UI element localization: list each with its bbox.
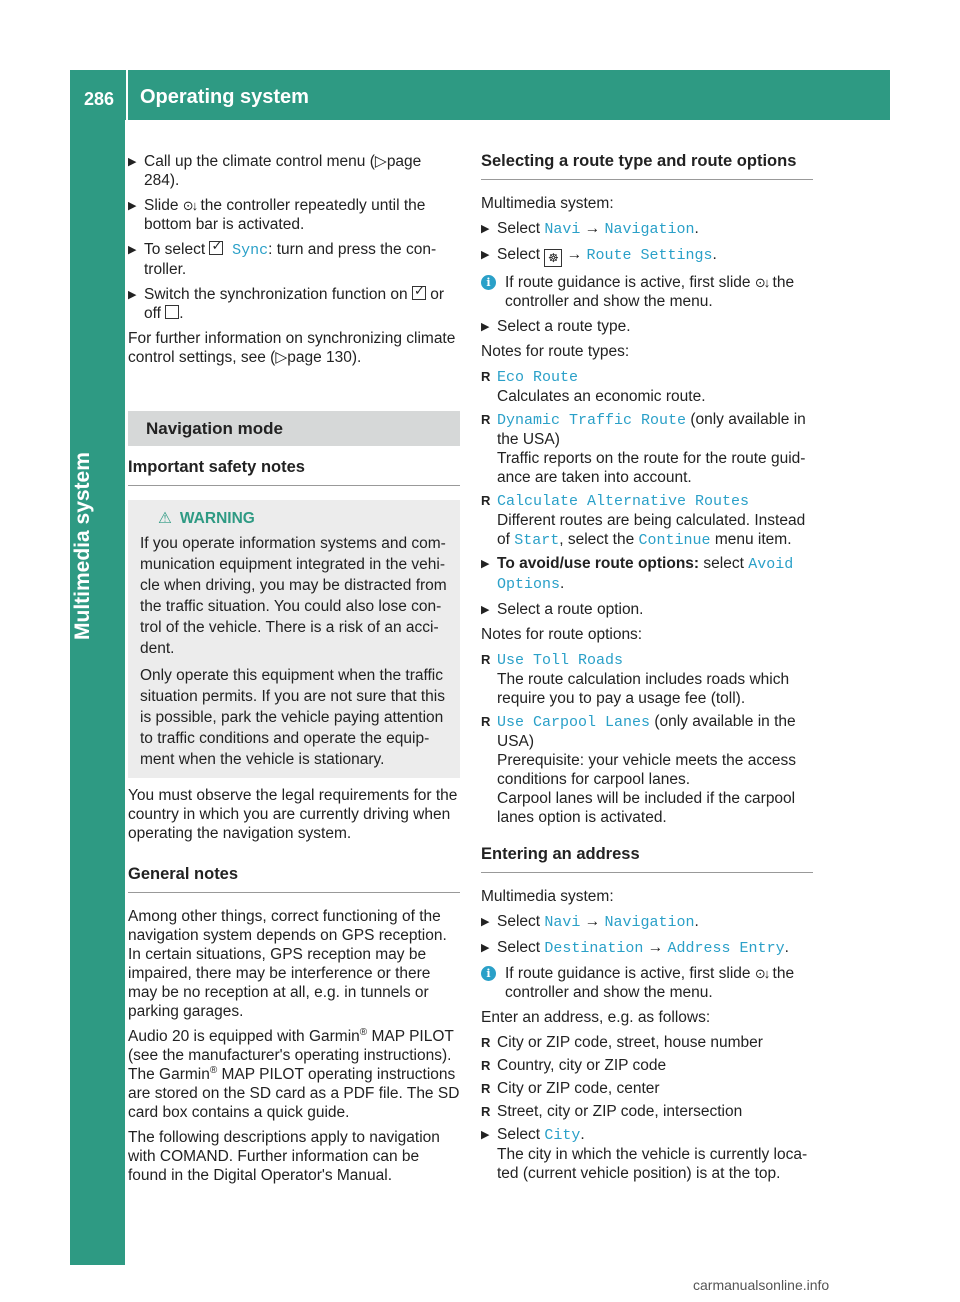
note-text: If route guidance is active, first slide bbox=[505, 965, 755, 982]
info-icon: i bbox=[481, 966, 496, 981]
side-tab bbox=[70, 705, 125, 1265]
page-number: 286 bbox=[84, 89, 115, 109]
bullet-item bbox=[481, 1079, 813, 1098]
item-bold: To avoid/use route options: bbox=[497, 555, 700, 572]
item-text: Call up the climate control menu ( bbox=[144, 153, 375, 170]
list-item bbox=[481, 1125, 813, 1183]
item-text: Select bbox=[497, 939, 545, 956]
menu-address-entry: Address Entry bbox=[667, 940, 785, 957]
list-item bbox=[481, 912, 813, 932]
option-carpool-lanes: Use Carpool Lanes bbox=[497, 714, 651, 731]
arrow-icon: → bbox=[566, 246, 583, 263]
note-text: the controller and show the menu. bbox=[505, 274, 795, 310]
general-text: Audio 20 is equipped with Garmin bbox=[128, 1028, 360, 1045]
route-title: Selecting a route type and route options bbox=[481, 152, 813, 180]
info-icon: i bbox=[481, 275, 496, 290]
list-item bbox=[481, 600, 813, 619]
bullet-icon: R bbox=[481, 1058, 491, 1073]
menu-route-settings: Route Settings bbox=[586, 247, 713, 264]
item-text: . bbox=[784, 939, 789, 956]
arrow-right-icon: ▶ bbox=[481, 1129, 490, 1141]
warning-box bbox=[128, 500, 460, 778]
arrow-right-icon: ▶ bbox=[481, 942, 490, 954]
bullet-icon: R bbox=[481, 369, 491, 384]
menu-navigation: Navigation bbox=[604, 221, 695, 238]
controller-slide-icon: ⊙↓ bbox=[182, 198, 197, 213]
general-text: MAP PILOT operating instructions are stored on the SD card as a PDF file. The SD card box contains a quick guide. bbox=[128, 1066, 460, 1121]
arrow-icon: → bbox=[647, 939, 664, 956]
arrow-right-icon: ▶ bbox=[481, 223, 490, 235]
warning-paragraph: Only operate this equipment when the traffic situation permits. If you are not sure that this is possible, park the vehicle paying attention to traffic conditions and operate the equip-ment when the vehicle is stationary. bbox=[140, 667, 445, 768]
list-item bbox=[128, 196, 460, 234]
warning-heading bbox=[158, 508, 452, 529]
menu-continue: Continue bbox=[638, 532, 711, 549]
bullet-item bbox=[481, 712, 813, 827]
list-item bbox=[481, 938, 813, 958]
arrow-right-icon: ▶ bbox=[128, 244, 137, 256]
bullet-desc: Prerequisite: your vehicle meets the access conditions for carpool lanes. bbox=[497, 752, 796, 788]
checkbox-checked-icon: ✓ bbox=[211, 238, 223, 253]
item-text: or off bbox=[144, 286, 445, 322]
arrow-right-icon: ▶ bbox=[481, 604, 490, 616]
bullet-icon: R bbox=[481, 1104, 491, 1119]
menu-sync: Sync bbox=[232, 242, 269, 259]
item-text: . bbox=[694, 913, 699, 930]
item-text: Select bbox=[497, 220, 545, 237]
bullet-icon: R bbox=[481, 1035, 491, 1050]
item-text: The city in which the vehicle is currently loca-ted (current vehicle position) is at the top. bbox=[497, 1146, 808, 1182]
option-calc-alternative: Calculate Alternative Routes bbox=[497, 493, 750, 510]
further-text: For further information on synchronizing climate control settings, see ( bbox=[128, 330, 456, 366]
bullet-icon: R bbox=[481, 714, 491, 729]
list-item bbox=[128, 240, 460, 279]
bullet-desc: Country, city or ZIP code bbox=[497, 1057, 667, 1074]
option-toll-roads: Use Toll Roads bbox=[497, 652, 624, 669]
info-note bbox=[481, 273, 813, 311]
item-text: the controller repeatedly until the bottom bar is activated. bbox=[144, 197, 426, 233]
page-ref-icon: ▷ bbox=[374, 153, 387, 170]
general-paragraph: Among other things, correct functioning of the navigation system depends on GPS reception. In certain situations, GPS reception may be impaired, there may be interference or there may be no reception at all, e.g. in tunnels or parking garages. bbox=[128, 908, 447, 1020]
menu-navi: Navi bbox=[544, 221, 581, 238]
enter-address-label: Enter an address, e.g. as follows: bbox=[481, 1009, 711, 1026]
list-item bbox=[481, 219, 813, 239]
menu-start: Start bbox=[514, 532, 560, 549]
bullet-desc: menu item. bbox=[710, 531, 792, 548]
safety-title: Important safety notes bbox=[128, 458, 460, 486]
arrow-right-icon: ▶ bbox=[128, 289, 137, 301]
item-text: Switch the synchronization function on bbox=[144, 286, 412, 303]
right-column bbox=[481, 152, 813, 1189]
bullet-item bbox=[481, 491, 813, 550]
bullet-desc: City or ZIP code, street, house number bbox=[497, 1034, 763, 1051]
bullet-icon: R bbox=[481, 493, 491, 508]
bullet-desc: Calculates an economic route. bbox=[497, 388, 706, 405]
note-text: If route guidance is active, first slide bbox=[505, 274, 755, 291]
settings-gear-icon: ☸ bbox=[544, 249, 562, 267]
arrow-right-icon: ▶ bbox=[128, 156, 137, 168]
bullet-item bbox=[481, 1033, 813, 1052]
header-divider bbox=[126, 70, 128, 120]
list-item bbox=[481, 245, 813, 267]
menu-navigation: Navigation bbox=[604, 914, 695, 931]
further-info bbox=[128, 329, 460, 367]
list-item bbox=[481, 554, 813, 594]
left-column bbox=[128, 152, 460, 1191]
item-text: Select bbox=[497, 246, 545, 263]
item-text: To select bbox=[144, 241, 210, 258]
general-paragraph bbox=[128, 1027, 460, 1122]
item-text: Select a route option. bbox=[497, 601, 644, 618]
bullet-item bbox=[481, 1102, 813, 1121]
general-text: MAP PILOT (see the manufacturer's operating instructions). The Garmin bbox=[128, 1028, 454, 1083]
bullet-icon: R bbox=[481, 652, 491, 667]
bullet-item bbox=[481, 367, 813, 406]
registered-mark: ® bbox=[359, 1026, 368, 1038]
legal-text: You must observe the legal requirements for the country in which you are currently driving when operating the navigation system. bbox=[128, 787, 458, 842]
bullet-icon: R bbox=[481, 412, 491, 427]
item-text: Select bbox=[497, 1126, 545, 1143]
arrow-right-icon: ▶ bbox=[481, 321, 490, 333]
checkbox-empty-icon bbox=[165, 305, 179, 319]
item-text: Slide bbox=[144, 197, 183, 214]
item-text: Select bbox=[497, 913, 545, 930]
warning-triangle-icon: ⚠ bbox=[158, 510, 172, 527]
checkbox-checked-icon: ✓ bbox=[413, 283, 425, 298]
warning-label: WARNING bbox=[179, 510, 255, 527]
item-text: . bbox=[580, 1126, 585, 1143]
menu-city: City bbox=[544, 1127, 581, 1144]
arrow-icon: → bbox=[584, 220, 601, 237]
bullet-desc: (only available in the USA) bbox=[497, 411, 806, 448]
bullet-desc: City or ZIP code, center bbox=[497, 1080, 660, 1097]
item-text: : turn and press the con-troller. bbox=[144, 241, 437, 278]
arrow-right-icon: ▶ bbox=[481, 916, 490, 928]
item-text: select bbox=[699, 555, 749, 572]
info-note bbox=[481, 964, 813, 1002]
section-title: Navigation mode bbox=[128, 411, 460, 446]
warning-paragraph: If you operate information systems and com-munication equipment integrated in the vehi-cle when driving, you may be distracted from the traffic situation. You could also lose con-trol of the vehicle. There is a risk of an acci-dent. bbox=[140, 535, 447, 657]
list-item bbox=[128, 285, 460, 323]
item-text: . bbox=[694, 220, 699, 237]
option-eco-route: Eco Route bbox=[497, 369, 579, 386]
list-item bbox=[128, 152, 460, 190]
bullet-desc: (only available in the USA) bbox=[497, 713, 796, 750]
watermark: carmanualsonline.info bbox=[693, 1277, 830, 1293]
item-text: . bbox=[179, 305, 184, 322]
general-title: General notes bbox=[128, 865, 460, 893]
notes-label: Notes for route options: bbox=[481, 626, 643, 643]
item-text: page 284). bbox=[144, 153, 422, 189]
page-ref-icon: ▷ bbox=[275, 349, 288, 366]
bullet-desc: Traffic reports on the route for the route guid-ance are taken into account. bbox=[497, 450, 806, 486]
address-title: Entering an address bbox=[481, 845, 813, 873]
menu-avoid-options: Avoid Options bbox=[497, 556, 794, 593]
bullet-desc: The route calculation includes roads which require you to pay a usage fee (toll). bbox=[497, 671, 790, 707]
controller-slide-icon: ⊙↓ bbox=[754, 275, 769, 290]
item-text: Select a route type. bbox=[497, 318, 631, 335]
general-paragraph: The following descriptions apply to navigation with COMAND. Further information can be found in the Digital Operator's Manual. bbox=[128, 1129, 440, 1184]
bullet-desc: Carpool lanes will be included if the carpool lanes option is activated. bbox=[497, 790, 796, 826]
bullet-icon: R bbox=[481, 1081, 491, 1096]
side-label bbox=[73, 590, 92, 640]
multimedia-label: Multimedia system: bbox=[481, 888, 614, 905]
list-item bbox=[481, 317, 813, 336]
menu-navi: Navi bbox=[544, 914, 581, 931]
bullet-item bbox=[481, 650, 813, 708]
bullet-desc: Street, city or ZIP code, intersection bbox=[497, 1103, 743, 1120]
arrow-icon: → bbox=[584, 913, 601, 930]
registered-mark: ® bbox=[209, 1064, 218, 1076]
controller-slide-icon: ⊙↓ bbox=[754, 966, 769, 981]
menu-destination: Destination bbox=[544, 940, 644, 957]
bullet-desc: , select the bbox=[559, 531, 639, 548]
further-text: page 130). bbox=[287, 349, 362, 366]
bullet-item bbox=[481, 1056, 813, 1075]
arrow-right-icon: ▶ bbox=[481, 558, 490, 570]
multimedia-label: Multimedia system: bbox=[481, 195, 614, 212]
arrow-right-icon: ▶ bbox=[128, 200, 137, 212]
page-title: Operating system bbox=[140, 86, 309, 108]
bullet-desc: Different routes are being calculated. Instead of bbox=[497, 512, 806, 548]
item-text: . bbox=[712, 246, 717, 263]
note-text: the controller and show the menu. bbox=[505, 965, 795, 1001]
item-text: . bbox=[560, 575, 565, 592]
arrow-right-icon: ▶ bbox=[481, 249, 490, 261]
notes-label: Notes for route types: bbox=[481, 343, 630, 360]
option-dynamic-traffic: Dynamic Traffic Route bbox=[497, 412, 687, 429]
bullet-item bbox=[481, 410, 813, 487]
